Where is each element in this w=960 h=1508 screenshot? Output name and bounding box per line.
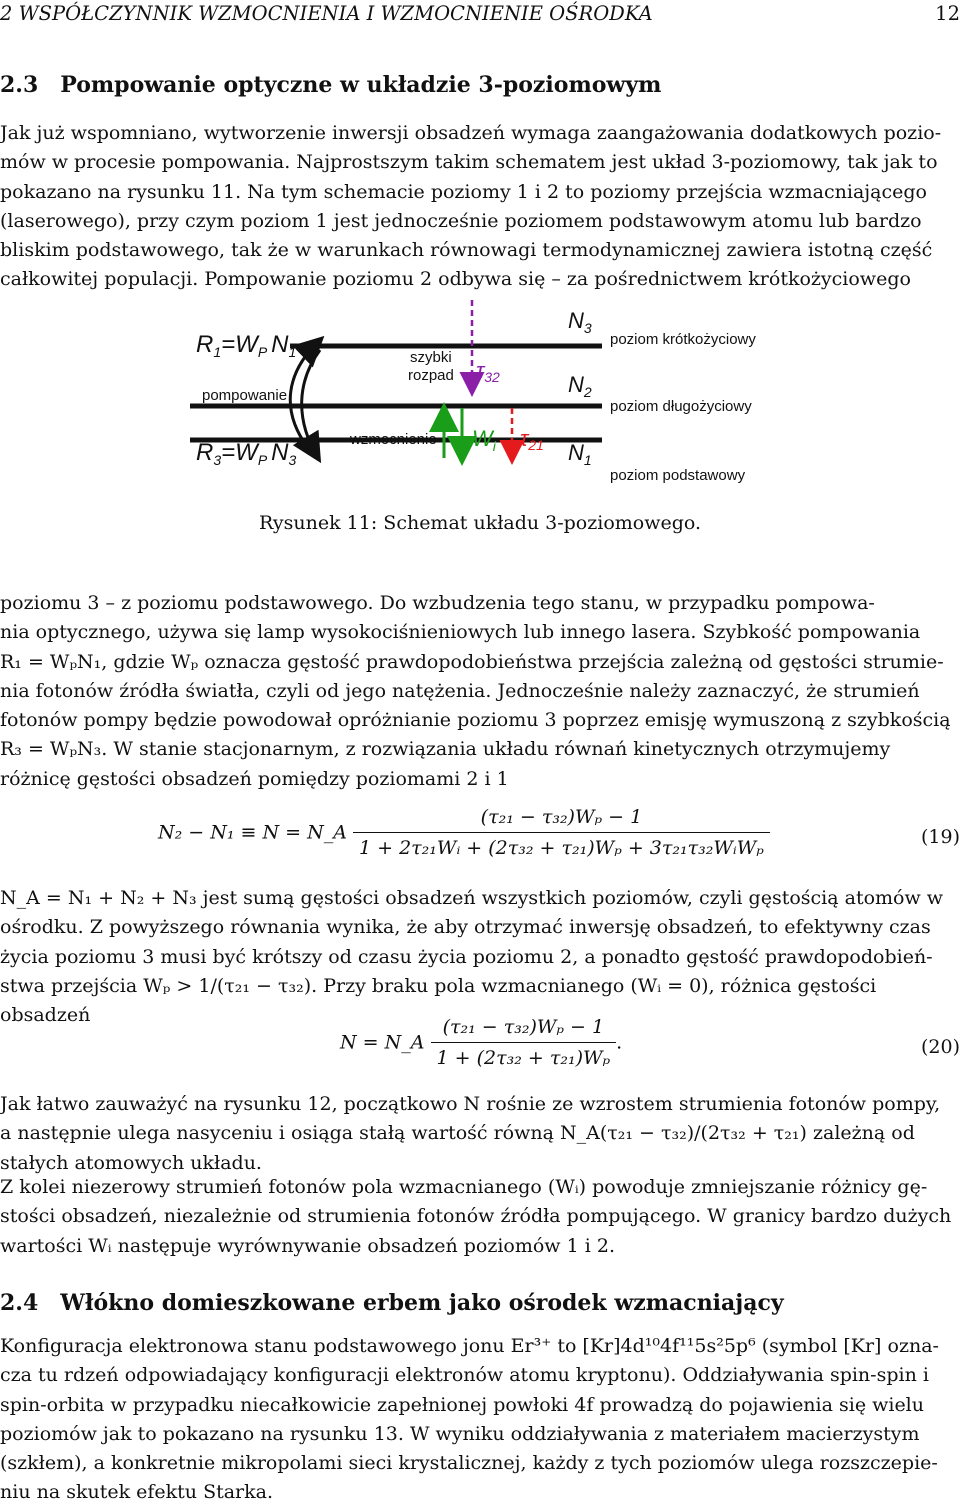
- text-line: nia fotonów źródła światła, czyli od jego natężenia. Jednocześnie należy zaznaczyć, że strumień: [0, 679, 920, 702]
- text-line: nia optycznego, używa się lamp wysokociśnieniowych lub innego lasera. Szybkość pompowania: [0, 621, 921, 644]
- text-line: poziomów jak to pokazano na rysunku 13. W wyniku oddziaływania z materiałem macierzystym: [0, 1422, 920, 1445]
- text-line: pokazano na rysunku 11. Na tym schemacie poziomy 1 i 2 to poziomy przejścia wzmacniającego: [0, 180, 927, 203]
- eq20-lhs: N = N_A: [340, 1031, 425, 1054]
- eq19-fraction: [353, 806, 770, 859]
- text-line: N_A = N₁ + N₂ + N₃ jest sumą gęstości obsadzeń wszystkich poziomów, czyli gęstością atomów w: [0, 887, 944, 909]
- text-line: spin-orbita w przypadku niecałkowicie zapełnionej powłoki 4f prowadzą do pojawienia się wielu: [0, 1393, 924, 1416]
- level-3-description: poziom krótkożyciowy: [610, 331, 756, 348]
- section-number: 2.4: [0, 1290, 39, 1316]
- section-title: Pompowanie optyczne w układzie 3-poziomowym: [60, 72, 662, 98]
- paragraph-5: [0, 1173, 960, 1261]
- running-title: 2 WSPÓŁCZYNNIK WZMOCNIENIA I WZMOCNIENIE OŚRODKA: [0, 2, 653, 25]
- level-1-description: poziom podstawowy: [610, 467, 746, 484]
- section-heading-2-3: [0, 72, 661, 98]
- text-line: fotonów pompy będzie powodował opróżnianie poziomu 3 poprzez emisję wymuszoną z szybkością: [0, 709, 951, 732]
- text-line: niu na skutek efektu Starka.: [0, 1481, 274, 1504]
- text-line: ośrodku. Z powyższego równania wynika, że aby otrzymać inwersję obsadzeń, to efektywny czas: [0, 916, 931, 939]
- text-line: bliskim podstawowego, tak że w warunkach równowagi termodynamicznej zawiera istotną część: [0, 239, 933, 262]
- level-n3-label: $N_3$: [568, 308, 592, 336]
- section-number: 2.3: [0, 72, 39, 98]
- text-line: poziomu 3 – z poziomu podstawowego. Do wzbudzenia tego stanu, w przypadku pompowa-: [0, 592, 875, 614]
- section-title: Włókno domieszkowane erbem jako ośrodek wzmacniający: [60, 1290, 784, 1316]
- text-line: stałych atomowych układu.: [0, 1151, 262, 1174]
- level-2-description: poziom długożyciowy: [610, 398, 752, 415]
- text-line: (szkłem), a konkretnie mikropolami sieci krystalicznej, każdy z tych poziomów ulega rozszczepie-: [0, 1452, 938, 1475]
- paragraph-2: [0, 589, 960, 794]
- paragraph-6: [0, 1332, 960, 1508]
- text-line: cza tu rdzeń odpowiadający konfiguracji elektronów atomu kryptonu). Oddziaływania spin-spin i: [0, 1364, 929, 1387]
- pump-rate-r1-label: $R_1=W_P$ $N_1$: [196, 331, 297, 360]
- text-line: różnicę gęstości obsadzeń pomiędzy poziomami 2 i 1: [0, 767, 509, 790]
- eq19-numerator: (τ₂₁ − τ₃₂)Wₚ − 1: [353, 806, 770, 833]
- text-line: całkowitej populacji. Pompowanie poziomu 2 odbywa się – za pośrednictwem krótkożyciowego: [0, 268, 911, 291]
- text-line: życia poziomu 3 musi być krótszy od czasu życia poziomu 2, a ponadto gęstość prawdopodobień-: [0, 945, 933, 968]
- text-line: R₃ = WₚN₃. W stanie stacjonarnym, z rozwiązania układu równań kinetycznych otrzymujemy: [0, 738, 891, 761]
- eq20-denominator: 1 + (2τ₃₂ + τ₂₁)Wₚ: [436, 1047, 611, 1069]
- tau32-label: τ32: [476, 358, 500, 385]
- text-line: mów w procesie pompowania. Najprostszym takim schematem jest układ 3-poziomowy, tak jak to: [0, 151, 938, 174]
- section-heading-2-4: [0, 1290, 784, 1316]
- page-number: 12: [935, 2, 960, 25]
- text-line: Jak już wspomniano, wytworzenie inwersji obsadzeń wymaga zaangażowania dodatkowych pozio-: [0, 122, 942, 144]
- pompowanie-label: pompowanie: [202, 387, 288, 404]
- text-line: wartości Wᵢ następuje wyrównywanie obsadzeń poziomów 1 i 2.: [0, 1234, 615, 1257]
- level-n1-label: $N_1$: [568, 440, 592, 468]
- paragraph-3: [0, 884, 960, 1030]
- paragraph-4: [0, 1090, 960, 1178]
- rozpad-label: rozpad: [408, 367, 454, 384]
- text-line: obsadzeń: [0, 1004, 91, 1027]
- running-header: [0, 2, 960, 25]
- szybki-label: szybki: [410, 349, 452, 366]
- text-line: R₁ = WₚN₁, gdzie Wₚ oznacza gęstość prawdopodobieństwa przejścia zależną od gęstości strumie-: [0, 650, 944, 673]
- eq19-denominator: 1 + 2τ₂₁Wᵢ + (2τ₃₂ + τ₂₁)Wₚ + 3τ₂₁τ₃₂WᵢWₚ: [359, 837, 764, 859]
- eq19-lhs: N₂ − N₁ ≡ N = N_A: [158, 821, 347, 844]
- three-level-diagram: [190, 300, 790, 500]
- wi-label: $W_i$: [472, 426, 496, 454]
- level-n2-label: $N_2$: [568, 372, 592, 400]
- eq20-period: .: [616, 1031, 623, 1054]
- text-line: stości obsadzeń, niezależnie od strumienia fotonów źródła pompującego. W granicy bardzo dużych: [0, 1205, 952, 1228]
- eq20-numerator: (τ₂₁ − τ₃₂)Wₚ − 1: [431, 1016, 617, 1043]
- text-line: stwa przejścia Wₚ > 1/(τ₂₁ − τ₃₂). Przy braku pola wzmacnianego (Wᵢ = 0), różnica gęstości: [0, 974, 877, 997]
- eq20-number: (20): [920, 1036, 960, 1058]
- tau21-label: τ21: [520, 426, 544, 453]
- text-line: Konfiguracja elektronowa stanu podstawowego jonu Er³⁺ to [Kr]4d¹⁰4f¹¹5s²5p⁶ (symbol [Kr] ozna-: [0, 1335, 939, 1357]
- figure-caption: Rysunek 11: Schemat układu 3-poziomowego.: [258, 512, 702, 534]
- paragraph-1: [0, 119, 960, 295]
- text-line: (laserowego), przy czym poziom 1 jest jednocześnie poziomem podstawowym atomu lub bardzo: [0, 209, 922, 232]
- wzmocnienie-label: wzmocnienie: [350, 431, 437, 448]
- pump-rate-r3-label: $R_3=W_P$ $N_3$: [196, 439, 297, 468]
- text-line: a następnie ulega nasyceniu i osiąga stałą wartość równą N_A(τ₂₁ − τ₃₂)/(2τ₃₂ + τ₂₁) zależną od: [0, 1122, 915, 1145]
- eq19-number: (19): [920, 826, 960, 848]
- text-line: Jak łatwo zauważyć na rysunku 12, początkowo N rośnie ze wzrostem strumienia fotonów pompy,: [0, 1093, 941, 1115]
- text-line: Z kolei niezerowy strumień fotonów pola wzmacnianego (Wᵢ) powoduje zmniejszanie różnicy gę-: [0, 1176, 928, 1198]
- eq20-fraction: [431, 1016, 617, 1069]
